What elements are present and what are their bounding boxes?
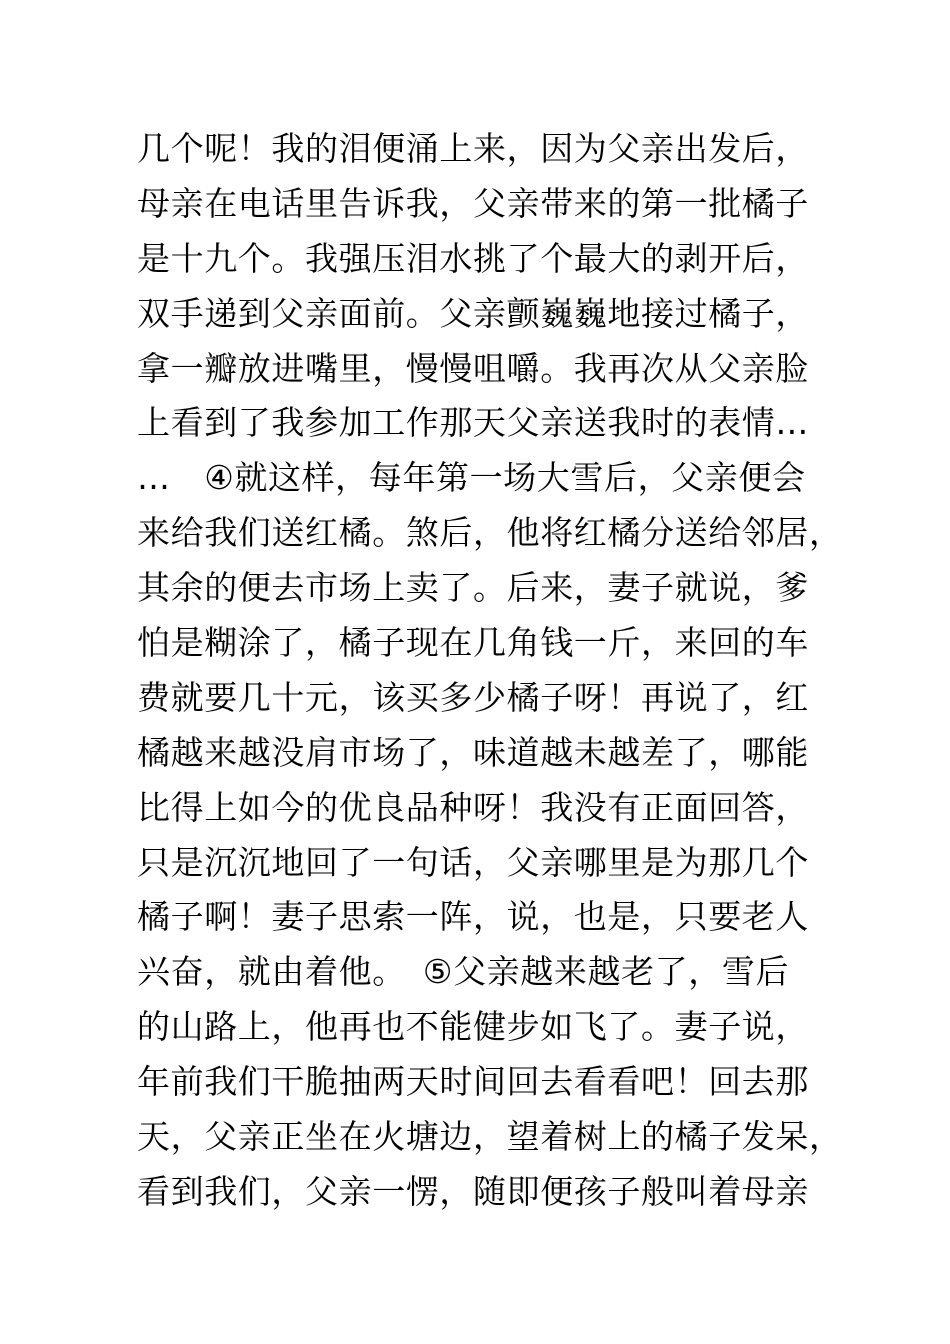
text-line: … ④就这样，每年第一场大雪后，父亲便会 <box>137 458 806 498</box>
text-line: 几个呢！我的泪便涌上来，因为父亲出发后， <box>137 129 809 168</box>
text-line: 橘越来越没肩市场了，味道越未越差了，哪能 <box>137 732 809 772</box>
text-line: 母亲在电话里告诉我，父亲带来的第一批橘子 <box>137 183 809 223</box>
text-line: 只是沉沉地回了一句话，父亲哪里是为那几个 <box>137 842 809 882</box>
body-text <box>137 122 843 1220</box>
text-line: 橘子啊！妻子思索一阵，说，也是，只要老人 <box>137 897 809 937</box>
text-line: 其余的便去市场上卖了。后来，妻子就说，爹 <box>137 568 809 608</box>
text-line: 看到我们，父亲一愣，随即便孩子般叫着母亲 <box>137 1171 809 1211</box>
text-line: 天，父亲正坐在火塘边，望着树上的橘子发呆， <box>137 1117 843 1157</box>
text-line: 比得上如今的优良品种呀！我没有正面回答， <box>137 787 809 827</box>
text-line: 怕是糊涂了，橘子现在几角钱一斤，来回的车 <box>137 623 809 663</box>
text-line: 兴奋，就由着他。 ⑤父亲越来越老了，雪后 <box>137 952 790 992</box>
text-line: 费就要几十元，该买多少橘子呀！再说了，红 <box>137 677 809 717</box>
text-line: 上看到了我参加工作那天父亲送我时的表情… <box>137 403 809 443</box>
text-line: 双手递到父亲面前。父亲颤巍巍地接过橘子， <box>137 293 809 333</box>
text-line: 是十九个。我强压泪水挑了个最大的剥开后， <box>137 238 809 278</box>
text-line: 来给我们送红橘。煞后，他将红橘分送给邻居， <box>137 513 843 553</box>
text-line: 拿一瓣放进嘴里，慢慢咀嚼。我再次从父亲脸 <box>137 348 809 388</box>
text-line: 年前我们干脆抽两天时间回去看看吧！回去那 <box>137 1062 809 1102</box>
text-line: 的山路上，他再也不能健步如飞了。妻子说， <box>137 1007 809 1047</box>
